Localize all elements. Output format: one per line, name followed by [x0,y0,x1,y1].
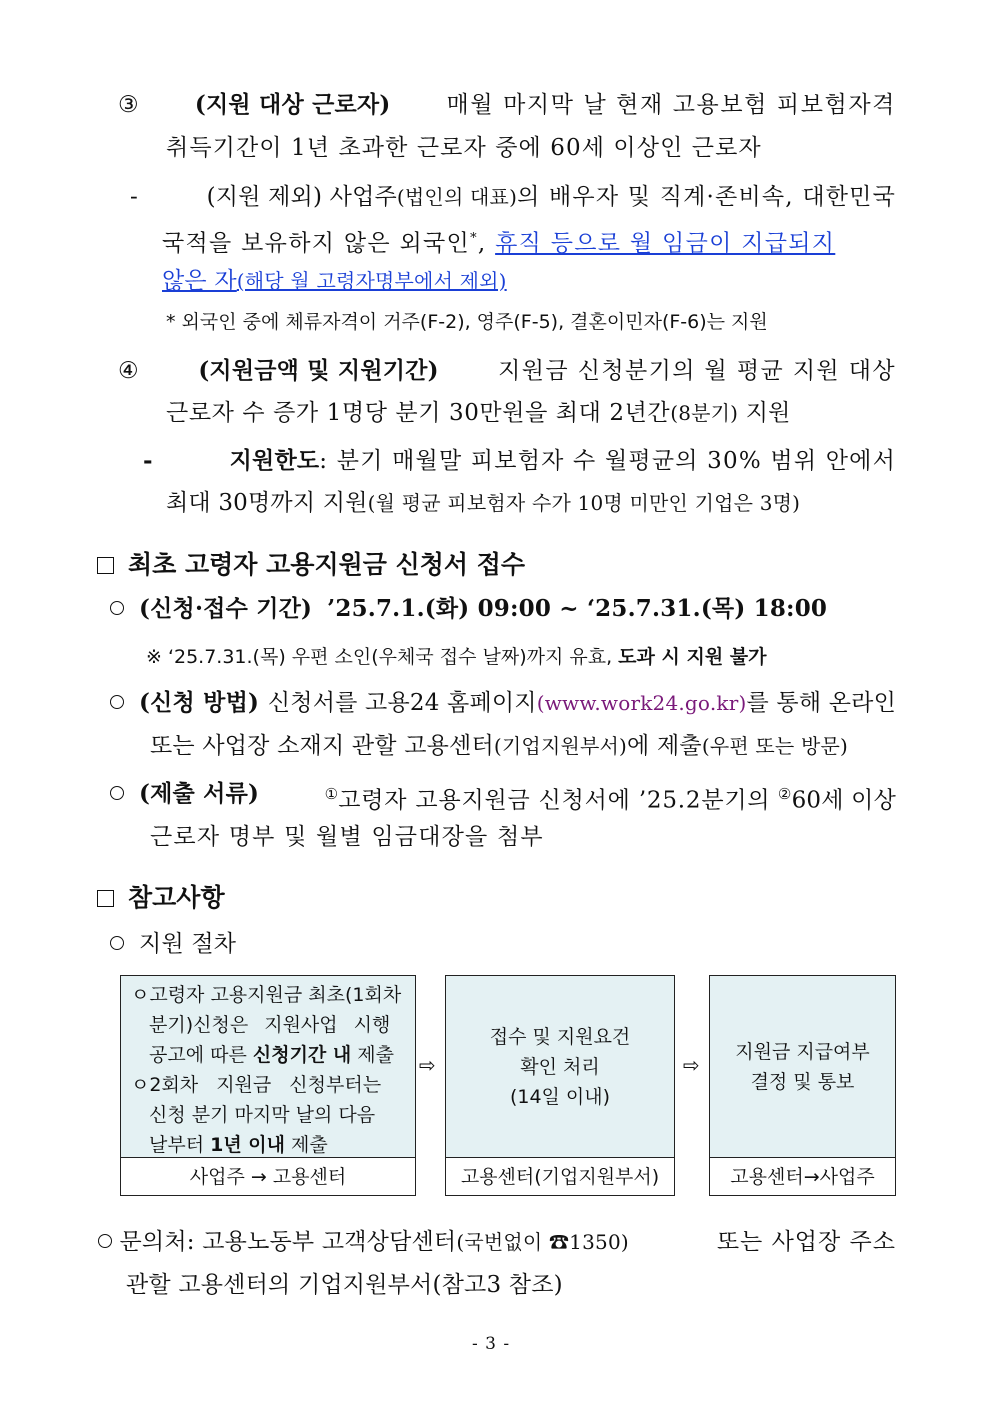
limit-heading: 지원한도 [229,447,320,474]
docs-line-1 [110,779,896,816]
section-application [97,545,525,581]
step-1-item-1-text-3: 공고에 따른 [149,1044,253,1066]
method-text-2: 를 통해 온라인 [746,690,896,716]
circle-bullet-icon [98,1234,112,1248]
method-text-1: 신청서를 고용24 홈페이지 [267,690,537,716]
step-1-item-1-line-3 [131,1040,407,1070]
docs-num-2: ② [777,785,792,803]
page-number: - 3 - [472,1334,511,1354]
step-1-item-2-text-3: 날부터 [149,1134,211,1156]
amount-text-2: 근로자 수 증가 1명당 분기 30만원을 최대 2년간 [166,400,671,426]
arrow-right-icon: ⇨ [419,1053,436,1077]
circle-bullet-icon [110,936,124,950]
limit-line-2 [166,488,800,518]
step-2-line-2: 확인 처리 [520,1055,600,1078]
docs-num-1: ① [324,785,339,803]
step-3-line-2: 결정 및 통보 [750,1070,855,1093]
method-text-3: 또는 사업장 소재지 관할 고용센터 [150,733,494,759]
target-workers-heading: (지원 대상 근로자) [194,91,391,118]
period-line [110,594,827,624]
step-1-item-2-line-2: 신청 분기 마지막 날의 다음 [149,1104,376,1126]
arrow-right-icon: ⇨ [683,1053,700,1077]
exclusion-line-3 [162,266,507,296]
step-2-line-1: 접수 및 지원요건 [489,1025,631,1048]
step-1-item-2-line-1: ㅇ2회차 지원금 신청부터는 [131,1074,382,1096]
period-note-warning: 도과 시 지원 불가 [618,646,767,668]
docs-line-2: 근로자 명부 및 월별 임금대장을 첨부 [150,824,544,850]
exclusion-text-2: 국적을 보유하지 않은 외국인 [162,230,471,257]
method-line-2 [150,731,848,761]
foreigner-note: * 외국인 중에 체류자격이 거주(F-2), 영주(F-5), 결혼이민자(F-6)는 지원 [166,311,768,333]
step-3-line-1: 지원금 지급여부 [735,1040,870,1063]
footnote-mark: * [470,231,478,246]
method-url: (www.work24.go.kr) [536,691,747,715]
exclusion-highlight-small: (해당 월 고령자명부에서 제외) [236,269,507,293]
contact-line-2: 관할 고용센터의 기업지원부서(참고3 참조) [126,1272,563,1298]
docs-text-1: 고령자 고용지원금 신청서에 ’25.2분기의 [338,787,771,814]
step-1-item-2-text-4: 제출 [285,1134,328,1156]
target-workers-text-1: 매월 마지막 날 현재 고용보험 피보험자격 [446,92,896,118]
item-marker-3: ③ [118,92,139,118]
amount-small: (8분기) [670,401,739,425]
method-small-2: (우편 또는 방문) [701,734,849,758]
contact-phone: (국번없이 ☎1350) [456,1230,629,1254]
step-1-item-2-line-3 [131,1130,407,1160]
exclusion-text-1: 의 배우자 및 직계·존비속, 대한민국 [517,184,896,210]
step-2-footer: 고용센터(기업지원부서) [445,1157,675,1196]
limit-line-1 [143,446,896,476]
method-text-4: 에 제출 [627,733,702,759]
step-3-box [709,975,896,1158]
limit-small: (월 평균 피보험자 수가 10명 미만인 기업은 3명) [367,491,801,515]
docs-heading: (제출 서류) [139,780,260,807]
step-1-content [131,980,407,1160]
step-1-item-1-line-1: ㅇ고령자 고용지원금 최초(1회차 [131,984,402,1006]
exclusion-separator: , [477,230,496,257]
contact-text-2: 또는 사업장 주소 [716,1229,896,1255]
period-value: ’25.7.1.(화) 09:00 ~ ‘25.7.31.(목) 18:00 [327,595,828,622]
step-1-footer: 사업주 → 고용센터 [120,1157,416,1196]
step-1-item-1-bold: 신청기간 내 [252,1044,352,1066]
circle-bullet-icon [110,601,124,615]
section-reference [97,878,225,914]
method-line-1 [110,688,896,718]
item-marker-4: ④ [118,358,139,384]
step-1-box [120,975,416,1158]
amount-line-2 [166,398,791,428]
amount-line-1 [118,356,896,386]
exclusion-line-2 [162,224,896,259]
step-1-item-1-text-2: 분기)신청은 지원사업 시행 [149,1014,391,1036]
contact-line-1 [98,1227,896,1257]
method-small-1: (기업지원부서) [493,734,628,758]
target-workers-line-1 [118,90,896,120]
step-1-item-1-text-4: 제출 [351,1044,394,1066]
circle-bullet-icon [110,786,124,800]
procedure-title-line [110,929,236,959]
circle-bullet-icon [110,695,124,709]
method-heading: (신청 방법) [139,689,260,716]
square-bullet-icon [97,890,114,907]
exclusion-line-1 [130,182,896,212]
step-1-item-2-bold: 1년 이내 [210,1134,286,1156]
section-reference-title: 참고사항 [128,883,225,912]
period-heading: (신청·접수 기간) [139,595,313,622]
amount-heading: (지원금액 및 지원기간) [198,357,439,384]
period-note-text: ※ ‘25.7.31.(목) 우편 소인(우체국 접수 날짜)까지 유효, [146,646,613,668]
procedure-title: 지원 절차 [139,931,237,957]
amount-text-3: 지원 [745,400,791,426]
step-3-footer: 고용센터→사업주 [709,1157,896,1196]
exclusion-highlight-1: 휴직 등으로 월 임금이 지급되지 [495,230,836,257]
step-1-item-1-line-2 [131,1010,407,1040]
exclusion-highlight-2: 않은 자 [162,268,237,294]
limit-text-1: : 분기 매월말 피보험자 수 월평균의 30% 범위 안에서 [319,448,896,474]
limit-dash: - [143,447,153,474]
docs-text-2: 60세 이상 [791,787,896,814]
period-note [146,643,767,671]
exclusion-dash: - [130,184,138,210]
target-workers-line-2: 취득기간이 1년 초과한 근로자 중에 60세 이상인 근로자 [166,135,762,161]
step-2-line-3: (14일 이내) [509,1085,611,1108]
exclusion-heading: (지원 제외) 사업주 [206,184,397,210]
limit-text-2: 최대 30명까지 지원 [166,490,368,516]
square-bullet-icon [97,557,114,574]
exclusion-small: (법인의 대표) [396,185,518,209]
step-2-box [445,975,675,1158]
amount-text-1: 지원금 신청분기의 월 평균 지원 대상 [498,358,896,384]
contact-text-1: 문의처: 고용노동부 고객상담센터 [119,1229,457,1255]
section-application-title: 최초 고령자 고용지원금 신청서 접수 [128,550,526,579]
